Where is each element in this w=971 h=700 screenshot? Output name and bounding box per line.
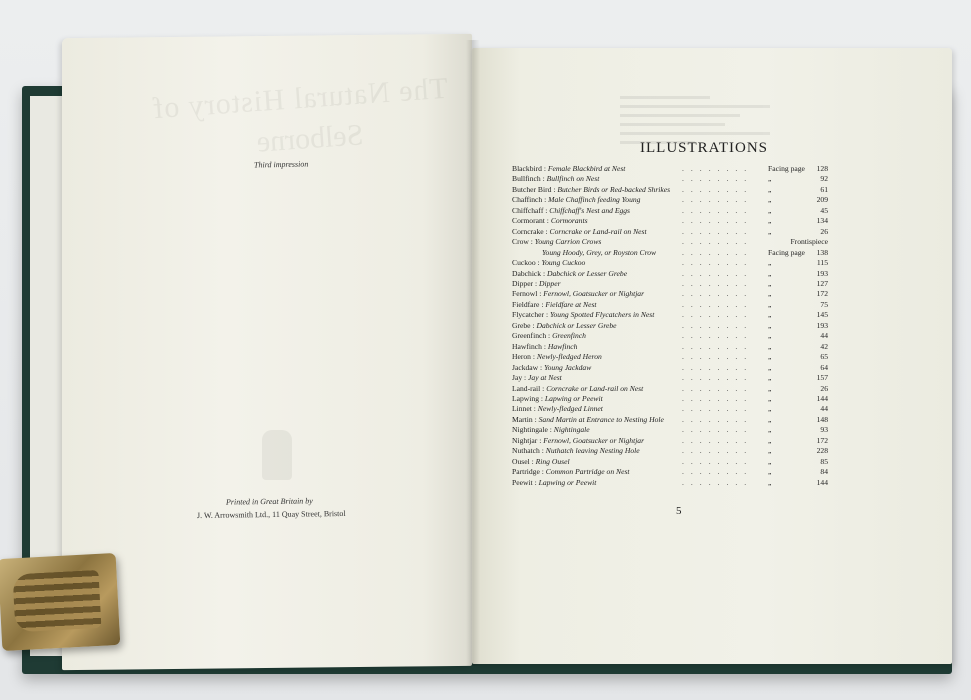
page-ref: 115	[816, 258, 828, 268]
leader-dots: ........	[682, 331, 754, 341]
separator: :	[541, 341, 548, 351]
leader-dots: ........	[682, 164, 754, 173]
page-prefix: „	[768, 456, 772, 466]
bird-name: Dabchick	[512, 268, 542, 278]
caption: Hawfinch	[547, 341, 578, 351]
bird-name: Hawfinch	[512, 341, 542, 351]
leader-dots: ........	[682, 456, 754, 466]
page-ref: 84	[820, 467, 828, 477]
leader-dots: ........	[682, 362, 754, 372]
page-prefix: „	[768, 383, 772, 393]
page-prefix: „	[768, 258, 772, 268]
caption: Ring Ousel	[535, 456, 570, 466]
page-ref: 45	[820, 205, 828, 215]
bird-name: Ousel	[512, 456, 530, 466]
caption: Young Jackdaw	[544, 362, 592, 372]
caption: Male Chaffinch feeding Young	[548, 195, 641, 205]
caption: Dipper	[539, 278, 561, 288]
separator: :	[543, 226, 550, 236]
list-item	[512, 269, 828, 279]
list-item	[512, 289, 828, 299]
page-ref: 172	[816, 289, 828, 299]
page-ref: 228	[816, 446, 828, 456]
separator: :	[522, 373, 529, 383]
leader-dots: ........	[682, 467, 754, 477]
bird-name: Chaffinch	[512, 195, 543, 205]
page-ref: 209	[816, 195, 828, 205]
page-prefix: „	[768, 435, 772, 445]
bird-name: Fernowl	[512, 289, 538, 299]
page-ref: 64	[820, 362, 828, 372]
leader-dots: ........	[682, 258, 754, 268]
entry-text	[512, 279, 561, 289]
entry-text	[512, 331, 586, 341]
entry-text	[512, 321, 617, 331]
leader-dots: ........	[682, 184, 754, 194]
list-item	[512, 384, 828, 394]
caption: Newly-fledged Linnet	[537, 404, 603, 414]
list-item	[512, 164, 828, 174]
separator: :	[533, 278, 540, 288]
leader-dots: ........	[682, 425, 754, 435]
caption: Jay at Nest	[528, 373, 562, 383]
page-prefix: „	[768, 425, 772, 435]
caption: Chiffchaff's Nest and Eggs	[549, 205, 631, 215]
page-prefix: Facing page	[768, 164, 805, 173]
bird-name: Dipper	[512, 278, 534, 288]
separator: :	[546, 331, 553, 341]
leader-dots: ........	[682, 320, 754, 330]
page-prefix: „	[768, 216, 772, 226]
page-ref: Frontispiece	[790, 237, 828, 247]
printer-line-1: Printed in Great Britain by	[225, 496, 313, 507]
leader-dots: ........	[682, 205, 754, 215]
page-prefix: „	[768, 331, 772, 341]
leader-dots: ........	[682, 435, 754, 445]
page-ref: 65	[820, 352, 828, 362]
page-ref: 172	[816, 435, 828, 445]
entry-text	[512, 227, 647, 237]
page-prefix: „	[768, 352, 772, 362]
entry-text	[512, 425, 590, 435]
show-through-emblem	[262, 430, 292, 480]
separator: :	[540, 383, 547, 393]
entry-text	[512, 436, 644, 446]
page-ref: 93	[820, 425, 828, 435]
caption: Dabchick or Lesser Grebe	[536, 320, 617, 330]
separator: :	[539, 299, 546, 309]
page-ref: 148	[816, 414, 828, 424]
entry-text	[512, 310, 654, 320]
leader-dots: ........	[682, 247, 754, 257]
list-item	[512, 467, 828, 477]
entry-text	[512, 289, 644, 299]
caption: Fernowl, Goatsucker or Nightjar	[543, 289, 645, 299]
caption: Dabchick or Lesser Grebe	[547, 268, 628, 278]
caption: Corncrake or Land-rail on Nest	[546, 383, 644, 393]
entry-text	[512, 185, 670, 195]
bird-name: Fieldfare	[512, 299, 540, 309]
book-gutter	[466, 40, 480, 666]
bird-name: Partridge	[512, 467, 540, 477]
entry-text	[512, 216, 588, 226]
page-ref: 144	[816, 477, 828, 487]
page-prefix: „	[768, 414, 772, 424]
separator: :	[540, 174, 547, 184]
show-through-subtitle: Selborne	[255, 118, 365, 159]
bird-name: Blackbird	[512, 164, 542, 173]
bird-name: Nuthatch	[512, 446, 540, 456]
separator: :	[541, 268, 548, 278]
bird-name: Peewit	[512, 477, 533, 487]
page-prefix: „	[768, 477, 772, 487]
leader-dots: ........	[682, 373, 754, 383]
list-item	[512, 258, 828, 268]
page-prefix: „	[768, 174, 772, 184]
page-prefix: „	[768, 310, 772, 320]
caption: Young Carrion Crows	[534, 237, 602, 247]
caption: Cormorants	[550, 216, 588, 226]
leader-dots: ........	[682, 299, 754, 309]
list-item	[512, 279, 828, 289]
leader-dots: ........	[682, 278, 754, 288]
entry-text	[512, 164, 625, 174]
entry-text	[512, 467, 630, 477]
entry-text	[512, 363, 591, 373]
leader-dots: ........	[682, 289, 754, 299]
page-prefix: „	[768, 362, 772, 372]
leader-dots: ........	[682, 268, 754, 278]
list-item	[512, 248, 828, 258]
separator: :	[539, 393, 545, 403]
list-item	[512, 457, 828, 467]
entry-text	[512, 195, 640, 205]
separator: :	[537, 289, 544, 299]
entry-text	[512, 206, 630, 216]
caption: Sand Martin at Entrance to Nesting Hole	[538, 414, 664, 424]
page-ref: 157	[816, 373, 828, 383]
separator: :	[538, 362, 545, 372]
page-ref: 193	[816, 268, 828, 278]
list-item	[512, 237, 828, 247]
list-item	[512, 321, 828, 331]
page-ref: 75	[820, 299, 828, 309]
leader-dots: ........	[682, 446, 754, 456]
bird-name: Land-rail	[512, 383, 541, 393]
list-item	[512, 404, 828, 414]
list-item	[512, 478, 828, 488]
leader-dots: ........	[682, 414, 754, 424]
bird-name: Grebe	[512, 320, 531, 330]
page-prefix: „	[768, 278, 772, 288]
separator: :	[539, 467, 546, 477]
bird-name: Nightingale	[512, 425, 548, 435]
caption: Female Blackbird at Nest	[547, 164, 626, 173]
page-ref: 26	[820, 383, 828, 393]
bird-name: Martin	[512, 414, 533, 424]
bird-name: Corncrake	[512, 226, 544, 236]
entry-text	[512, 384, 643, 394]
bird-name: Jay	[512, 373, 523, 383]
leader-dots: ........	[682, 341, 754, 351]
page-ref: 127	[816, 278, 828, 288]
list-item	[512, 446, 828, 456]
separator: :	[537, 435, 544, 445]
list-item	[512, 436, 828, 446]
illustrations-list	[512, 164, 828, 488]
caption: Lapwing or Peewit	[538, 477, 597, 487]
list-item	[512, 373, 828, 383]
page-prefix: „	[768, 341, 772, 351]
leader-dots: ........	[682, 195, 754, 205]
entry-text	[512, 300, 597, 310]
page-ref: 44	[820, 404, 828, 414]
page-prefix: Facing page	[768, 247, 805, 257]
separator: :	[543, 205, 550, 215]
entry-text	[512, 237, 601, 247]
page-ref: 85	[820, 456, 828, 466]
separator: :	[531, 404, 538, 414]
entry-text	[512, 269, 627, 279]
page-prefix: „	[768, 446, 772, 456]
caption: Greenfinch	[552, 331, 586, 341]
list-item	[512, 352, 828, 362]
leader-dots: ........	[682, 174, 754, 184]
page-prefix: „	[768, 205, 772, 215]
page-prefix: „	[768, 373, 772, 383]
list-item	[512, 331, 828, 341]
leader-dots: ........	[682, 216, 754, 226]
entry-text	[512, 446, 640, 456]
page-ref: 193	[816, 320, 828, 330]
page-ref: 44	[820, 331, 828, 341]
leader-dots: ........	[682, 477, 754, 487]
entry-text	[542, 248, 656, 258]
page-ref: 61	[820, 184, 828, 194]
entry-text	[512, 415, 664, 425]
page-prefix: „	[768, 268, 772, 278]
separator: :	[532, 414, 539, 424]
leader-dots: ........	[682, 383, 754, 393]
list-item	[512, 300, 828, 310]
caption: Young Spotted Flycatchers in Nest	[549, 310, 655, 320]
page-prefix: „	[768, 393, 772, 403]
bird-name: Heron	[512, 352, 531, 362]
entry-text	[512, 394, 603, 404]
entry-text	[512, 174, 599, 184]
leader-dots: ........	[682, 393, 754, 403]
bird-name: Jackdaw	[512, 362, 539, 372]
list-item	[512, 342, 828, 352]
bird-name: Nightjar	[512, 435, 538, 445]
show-through-title: The Natural History of	[151, 71, 449, 126]
separator: :	[541, 164, 548, 173]
caption: Newly-fledged Heron	[536, 352, 602, 362]
separator: :	[544, 216, 551, 226]
page-prefix: „	[768, 184, 772, 194]
leader-dots: ........	[682, 352, 754, 362]
entry-text	[512, 373, 562, 383]
separator: :	[530, 320, 537, 330]
bird-name: Cuckoo	[512, 258, 536, 268]
page-prefix: „	[768, 467, 772, 477]
page-ref: 145	[816, 310, 828, 320]
page-prefix: „	[768, 226, 772, 236]
separator: :	[535, 258, 542, 268]
entry-text	[512, 258, 585, 268]
entry-text	[512, 478, 596, 488]
caption: Nightingale	[553, 425, 590, 435]
list-item	[512, 195, 828, 205]
entry-text	[512, 342, 577, 352]
list-item	[512, 185, 828, 195]
list-item	[512, 363, 828, 373]
separator: :	[530, 352, 537, 362]
page-prefix: „	[768, 289, 772, 299]
bird-name: Flycatcher	[512, 310, 545, 320]
printer-line-2: J. W. Arrowsmith Ltd., 11 Quay Street, Bristol	[196, 508, 346, 521]
leader-dots: ........	[682, 237, 754, 247]
page-ref: 144	[816, 393, 828, 403]
separator: :	[532, 477, 539, 487]
page-ref: 26	[820, 226, 828, 236]
caption: Fieldfare at Nest	[545, 299, 597, 309]
bird-name: Lapwing	[512, 393, 539, 403]
separator: :	[539, 446, 546, 456]
leader-dots: ........	[682, 404, 754, 414]
impression-note: Third impression	[253, 159, 309, 170]
bird-name: Linnet	[512, 404, 532, 414]
list-item	[512, 310, 828, 320]
caption: Bullfinch on Nest	[546, 174, 600, 184]
page-prefix: „	[768, 320, 772, 330]
list-item	[512, 216, 828, 226]
separator: :	[542, 195, 549, 205]
page-prefix: „	[768, 404, 772, 414]
bird-name: Butcher Bird	[512, 184, 552, 194]
caption: Fernowl, Goatsucker or Nightjar	[543, 435, 645, 445]
bird-name: Chiffchaff	[512, 205, 544, 215]
caption: Young Cuckoo	[541, 258, 586, 268]
entry-text	[512, 352, 602, 362]
page-ref: 42	[820, 341, 828, 351]
caption: Corncrake or Land-rail on Nest	[549, 226, 647, 236]
caption: Butcher Birds or Red-backed Shrikes	[557, 184, 671, 194]
page-ref: 134	[816, 216, 828, 226]
separator: :	[528, 237, 535, 247]
page-prefix: „	[768, 299, 772, 309]
leader-dots: ........	[682, 226, 754, 236]
entry-text	[512, 404, 603, 414]
leader-dots: ........	[682, 310, 754, 320]
page-ref: 92	[820, 174, 828, 184]
list-item	[512, 425, 828, 435]
page-prefix: „	[768, 195, 772, 205]
separator: :	[529, 456, 536, 466]
caption: Nuthatch leaving Nesting Hole	[545, 446, 640, 456]
list-item	[512, 174, 828, 184]
separator: :	[551, 184, 558, 194]
page-ref: 128	[816, 164, 828, 173]
caption: Lapwing or Peewit	[544, 393, 603, 403]
bird-name: Greenfinch	[512, 331, 547, 341]
brass-page-clip	[0, 553, 120, 651]
entry-text	[512, 457, 570, 467]
separator: :	[544, 310, 550, 320]
caption: Young Hoody, Grey, or Royston Crow	[542, 247, 657, 257]
illustrations-heading: ILLUSTRATIONS	[640, 140, 768, 156]
list-item	[512, 206, 828, 216]
page-number: 5	[676, 505, 682, 517]
caption: Common Partridge on Nest	[545, 467, 630, 477]
list-item	[512, 227, 828, 237]
bird-name: Crow	[512, 237, 529, 247]
separator: :	[547, 425, 554, 435]
list-item	[512, 415, 828, 425]
page-ref: 138	[816, 247, 828, 257]
list-item	[512, 394, 828, 404]
bird-name: Bullfinch	[512, 174, 541, 184]
bird-name: Cormorant	[512, 216, 545, 226]
